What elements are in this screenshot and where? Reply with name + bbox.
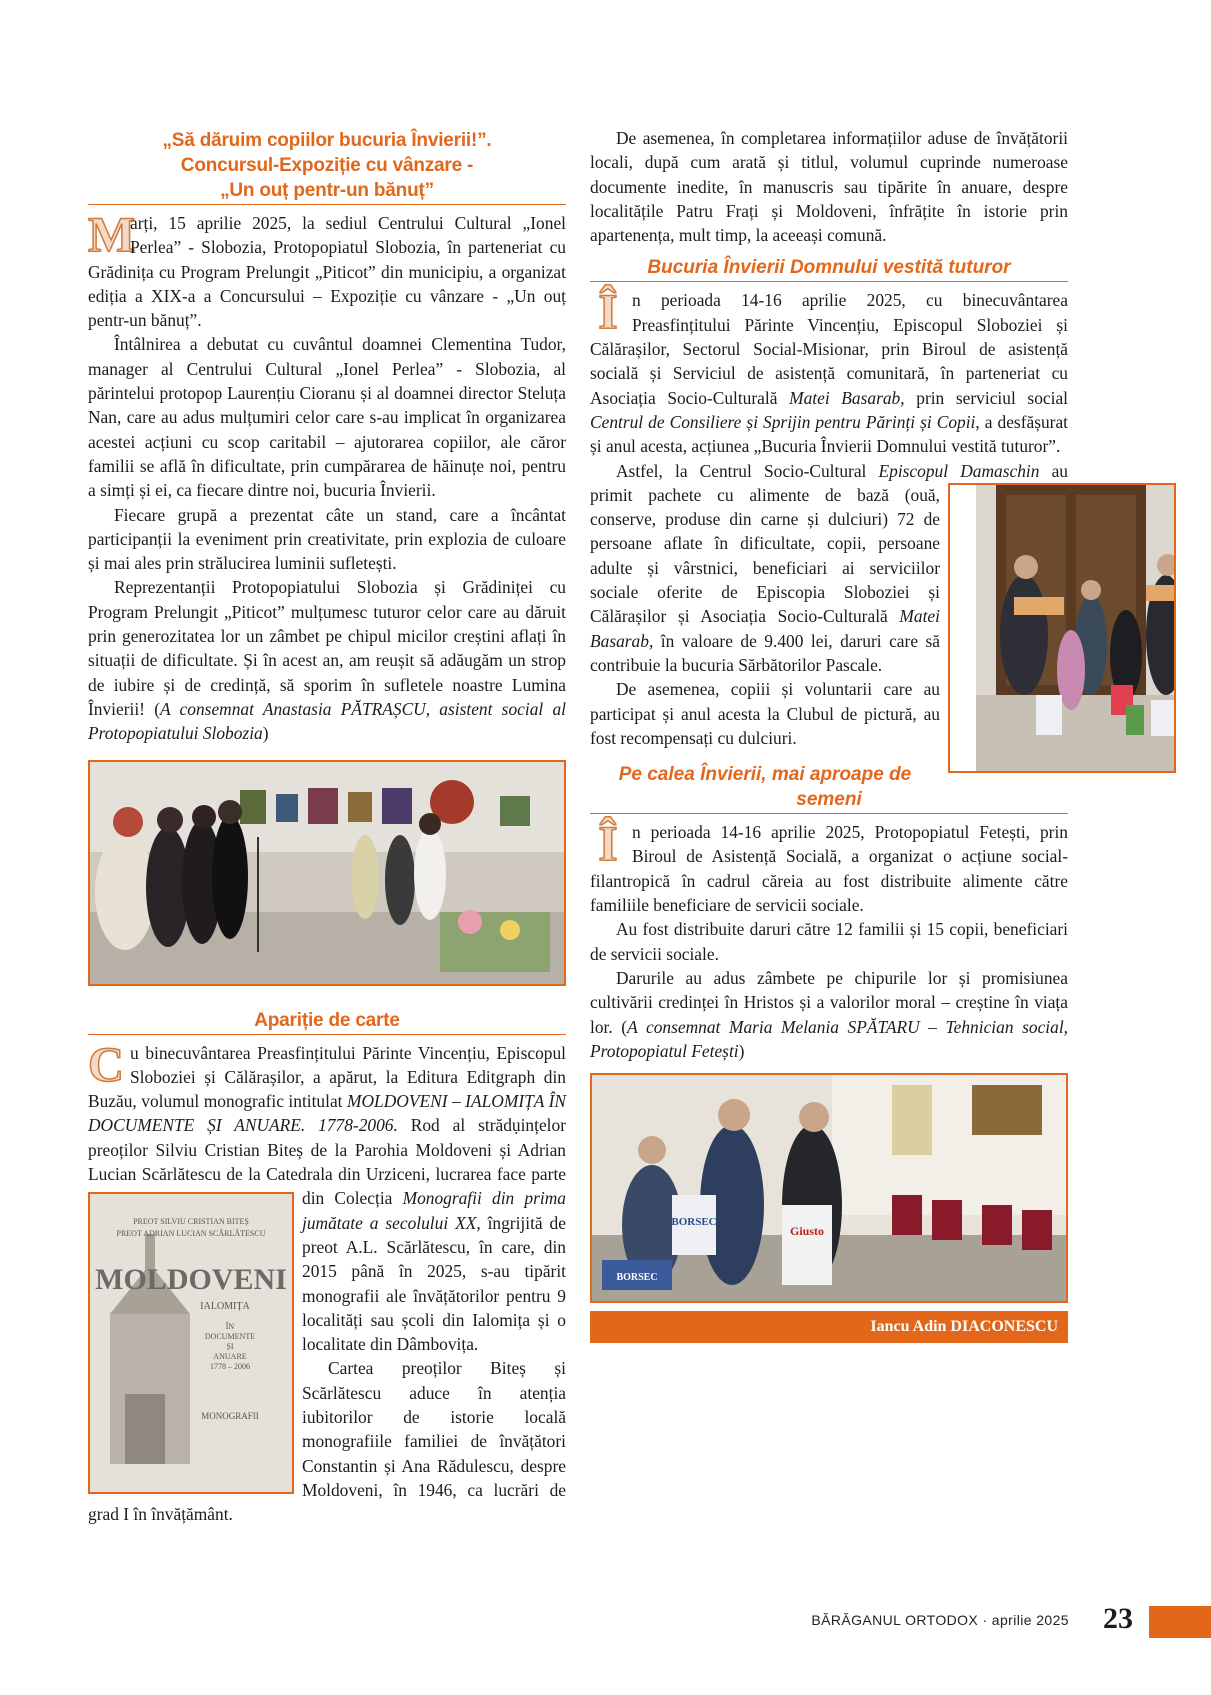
book-line3: ȘI xyxy=(226,1342,234,1352)
article3-assoc-name: Matei Basarab xyxy=(789,387,901,408)
page-number: 23 xyxy=(1103,1602,1133,1635)
article3-center2-name: Episcopul Damaschin xyxy=(878,460,1040,481)
book-title: MOLDOVENI xyxy=(95,1263,287,1297)
book-cover-graphic xyxy=(90,1194,292,1492)
article4-paragraph-1 xyxy=(590,815,1068,917)
publication-name: BĂRĂGANUL ORTODOX · aprilie 2025 xyxy=(811,1612,1069,1628)
article3-title: Bucuria Învierii Domnului vestită tuturor xyxy=(590,255,1068,282)
article4-p3a: Darurile au adus zâmbete pe chipurile lor și promisiunea cultivării credinței în Hristos și a valorilor moral – creștine în viața lor. ( xyxy=(590,967,1068,1037)
article1-paragraph-1 xyxy=(88,206,566,332)
footer-accent-bar xyxy=(1149,1606,1211,1638)
collection-name: Monografii din prima jumătate a secolului XX xyxy=(302,1188,566,1233)
article1-paragraph-3: Fiecare grupă a prezentat câte un stand, care a încântat participanții la eveniment prin creativitate, prin explozia de culoare și mai ales prin strălucirea luminii sufletești. xyxy=(88,504,566,574)
article3-p1b: , prin serviciul social xyxy=(900,387,1068,408)
article3-assoc-name-2: Matei Basarab xyxy=(590,606,940,651)
article3-p2b: au primit pachete cu alimente de bază (ouă, conserve, produse din carne și dulciuri) 72 de persoane aflate în dificultate, copii, persoane adulte și vârstnici, beneficiari ai serviciilor sociale oferite de Episcopia Sloboziei și Călărașilor și Asociația Socio-Culturală xyxy=(590,460,1068,627)
book-line4: ANUARE xyxy=(213,1352,247,1362)
right-column xyxy=(590,126,1068,1343)
article3-paragraph-3: De asemenea, copiii și voluntarii care au participat și anul acesta la Clubul de pictură, au fost recompensați cu dulciuri. xyxy=(590,679,940,748)
article4-signature: A consemnat Maria Melania SPĂTARU – Tehnician social, Protopopiatul Fetești xyxy=(590,1016,1068,1061)
article2-p1a: u binecuvântarea Preasfințitului Părinte Vincențiu, Episcopul Sloboziei și Călărașilor, a apărut, la Editura Editgraph din Buzău, volumul monografic intitulat xyxy=(88,1042,566,1112)
left-column xyxy=(88,128,566,1526)
article1-signature: A consemnat Anastasia PĂTRAȘCU, asistent social al Protopopiatului Slobozia xyxy=(88,698,566,744)
article2-paragraph-1 xyxy=(88,1035,566,1422)
book-years: 1778 – 2006 xyxy=(210,1362,250,1372)
page-footer xyxy=(0,1604,1211,1644)
article4-title: Pe calea Învierii, mai aproape de semeni xyxy=(590,762,1068,814)
donation-photo-2 xyxy=(590,1073,1068,1303)
bag-label-2: Giusto xyxy=(789,1224,825,1239)
article1-paragraph-4 xyxy=(88,575,566,745)
article3-p2c: , în valoare de 9.400 lei, daruri care să contribuie la bucuria Sărbătorilor Pascale. xyxy=(590,630,940,675)
book-title-inline: MOLDOVENI – IALOMIȚA ÎN DOCUMENTE ȘI ANUARE. 1778-2006. xyxy=(88,1091,566,1136)
article1-paragraph-2: Întâlnirea a debutat cu cuvântul doamnei Clementina Tudor, manager al Centrului Cultural „Ionel Perlea” - Slobozia, al părintelui protopop Laurențiu Cioranu și al doamnei director Steluța Nan, care au adus mulțumiri celor care s-au implicat în organizarea acestei acțiuni cu scop caritabil – ajutorarea copiilor, ale căror familii se află în dificultate, prin cumpărarea de hăinuțe noi, pentru a simți și ei, ca fiecare dintre noi, bucuria Învierii. xyxy=(88,334,566,501)
dropcap: Î xyxy=(598,283,618,340)
donation-photo-2-graphic xyxy=(592,1075,1066,1301)
book-authors-2: PREOT ADRIAN LUCIAN SCĂRLĂTESCU xyxy=(116,1229,266,1239)
dropcap: C xyxy=(88,1035,125,1092)
article4-paragraph-3 xyxy=(590,966,1068,1063)
book-cover xyxy=(88,1192,294,1494)
dropcap: M xyxy=(88,206,136,262)
article2-p1b: Rod al strădụințelor preoților Silviu Cristian Biteș de la Parohia Moldoveni și Adrian Lucian Scărlătescu de la Catedrala din Urziceni, lucrarea face parte din Colecția xyxy=(88,1115,566,1209)
article3-center-name: Centrul de Consiliere și Sprijin pentru Părinți și Copii xyxy=(590,411,976,432)
article1-title-line1: „Să dăruim copiilor bucuria Învierii!”. xyxy=(162,130,492,151)
book-line2: DOCUMENTE xyxy=(204,1332,256,1342)
exhibition-photo xyxy=(88,760,566,986)
article3-p1c: , a desfășurat și anul acesta, acțiunea „Bucuria Învierii Domnului vestită tuturor”. xyxy=(590,411,1069,457)
donation-photo-1 xyxy=(948,483,1176,773)
book-subtitle: IALOMIȚA xyxy=(200,1301,250,1313)
article2-title: Apariție de carte xyxy=(88,1008,566,1035)
book-series: MONOGRAFII xyxy=(201,1411,259,1422)
dropcap: Î xyxy=(598,815,618,872)
donation-photo-1-graphic xyxy=(976,485,1176,771)
article1-p4-end: ) xyxy=(262,723,269,744)
bag-label-1: BORSEC xyxy=(671,1216,717,1229)
article2-p1c: , îngrijită de preot A.L. Scărlătescu, în care, din 2015 până în 2025, s-au tipărit monografii ale învățătorilor pentru 9 localități sau școli din Ialomița și o localitate din Dâmbovița. xyxy=(302,1212,566,1355)
article1-title xyxy=(88,128,566,205)
article1-p4-text: Reprezentanții Protopopiatului Slobozia și Grădiniței cu Program Prelungit „Piticot” mulțumesc tuturor celor care au dăruit prin generozitatea lor un zâmbet pe chipul micilor creștini aflați în situații de dificultate. Și în acest an, am reușit să adăugăm un strop de iubire și de credință, să sporim în sufletele noastre Lumina Învierii! ( xyxy=(88,577,566,719)
author-credit: Iancu Adin DIACONESCU xyxy=(590,1311,1068,1343)
article4-p1-text: n perioada 14-16 aprilie 2025, Protopopiatul Fetești, prin Biroul de Asistență Socială, a organizat o acțiune social-filantropică în cadrul căreia au fost distribuite alimente către familiile beneficiare de servicii sociale. xyxy=(590,822,1068,916)
bag-label-3: BORSEC xyxy=(616,1272,658,1284)
article2-paragraph-3: De asemenea, în completarea informațiilor aduse de învățătorii locali, după cum arată și titlul, volumul cuprinde numeroase documente inedite, în manuscris sau tipărite în anuare, despre localitățile Patru Frați și Moldoveni, înfrățite în istorie prin apartenența, mult timp, la aceeași comună. xyxy=(590,128,1068,246)
article1-title-line3: „Un ouț pentr-un bănuț” xyxy=(220,180,434,201)
exhibition-photo-graphic xyxy=(90,762,564,984)
article4-paragraph-2: Au fost distribuite daruri către 12 familii și 15 copii, beneficiari de servicii sociale. xyxy=(590,919,1068,964)
article3-paragraph-1 xyxy=(590,283,1069,458)
book-authors-1: PREOT SILVIU CRISTIAN BITEȘ xyxy=(133,1217,249,1227)
article3-p1a: n perioada 14-16 aprilie 2025, cu binecuvântarea Preasfințitului Părinte Vincențiu, Episcopul Sloboziei și Călărașilor, Sectorul Social-Misionar, prin Biroul de asistență socială și Serviciul de asistență comunitară, în parteneriat cu Asociația Socio-Culturală xyxy=(590,290,1068,408)
article4-p3-end: ) xyxy=(738,1040,745,1061)
article1-p1-text: arți, 15 aprilie 2025, la sediul Centrului Cultural „Ionel Perlea” - Slobozia, Protopopiatul Slobozia, în parteneriat cu Grădinița cu Program Prelungit „Piticot” din municipiu, a organizat ediția a XIX-a a Concursului – Expoziție cu vânzare - „Un ouț pentr-un bănuț”. xyxy=(88,213,566,331)
book-line1: ÎN xyxy=(225,1322,235,1332)
article1-title-line2: Concursul-Expoziție cu vânzare - xyxy=(180,155,474,176)
article3-p2a: Astfel, la Centrul Socio-Cultural xyxy=(616,460,879,481)
article2-paragraph-2: Cartea preoților Biteș și Scărlătescu aduce în atenția iubitorilor de istorie locală monografiile familiei de învățători Constantin și Ana Rădulescu, despre Moldoveni, în 1946, ca lucrări de grad I în învățământ. xyxy=(88,1358,566,1525)
article3-paragraph-2 xyxy=(590,459,1068,678)
